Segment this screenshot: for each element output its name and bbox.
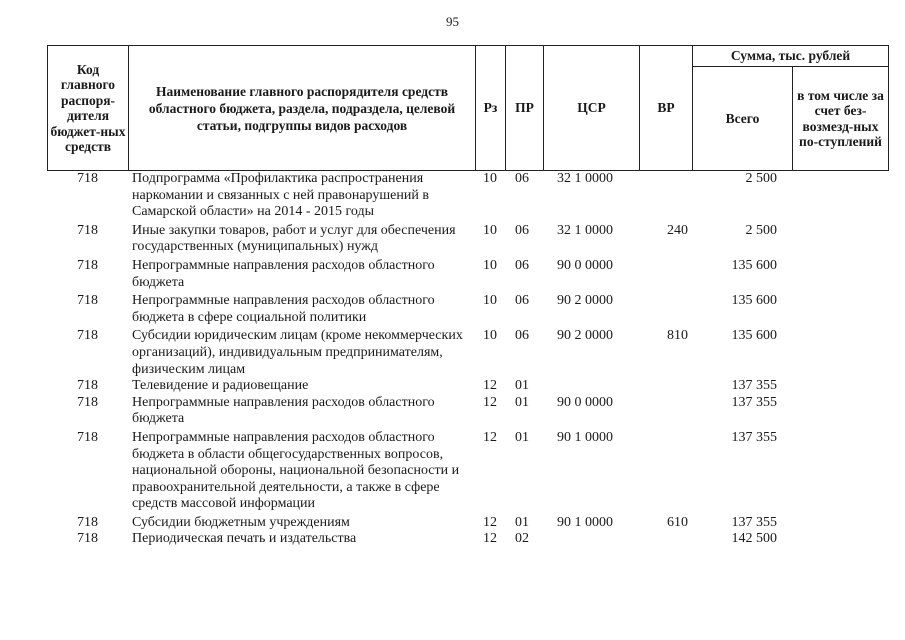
cell-csr: 90 1 0000 [557, 514, 613, 530]
cell-pr: 02 [515, 531, 529, 547]
cell-pr: 06 [515, 222, 529, 238]
cell-code: 718 [77, 293, 98, 309]
table-row [47, 171, 888, 223]
cell-name: Субсидии юридическим лицам (кроме некоммерческих организаций), индивидуальным предпринимателям, физическим лицам [132, 328, 463, 377]
cell-name: Непрограммные направления расходов областного бюджета в области общегосударственных вопросов, национальной обороны, национальной безопасности и правоохранительной деятельности, а также в сфере средств массовой информации [132, 429, 460, 512]
cell-csr: 90 2 0000 [557, 293, 613, 309]
cell-vr: 240 [667, 222, 688, 238]
cell-rz: 12 [483, 531, 497, 547]
cell-name: Субсидии бюджетным учреждениям [132, 514, 350, 530]
cell-vr: 810 [667, 328, 688, 344]
cell-code: 718 [77, 514, 98, 530]
cell-incl [792, 531, 888, 548]
cell-total: 135 600 [731, 328, 777, 344]
cell-incl [792, 328, 888, 378]
table-row [47, 258, 888, 293]
cell-name: Подпрограмма «Профилактика распространения наркомании и связанных с ней правонарушений в Самарской области» на 2014 - 2015 годы [132, 171, 429, 220]
cell-incl [792, 293, 888, 328]
cell-csr: 90 2 0000 [557, 328, 613, 344]
cell-code: 718 [77, 257, 98, 273]
cell-code: 718 [77, 328, 98, 344]
cell-pr: 06 [515, 171, 529, 186]
cell-code: 718 [77, 429, 98, 445]
table-row [47, 328, 888, 378]
table-row [47, 223, 888, 258]
cell-name: Телевидение и радиовещание [132, 378, 309, 394]
cell-total: 135 600 [731, 293, 777, 309]
cell-incl [792, 430, 888, 515]
cell-incl [792, 378, 888, 395]
cell-name: Непрограммные направления расходов областного бюджета [132, 257, 435, 290]
cell-vr [639, 430, 692, 515]
budget-table [47, 171, 888, 548]
cell-total: 142 500 [731, 531, 777, 547]
cell-rz: 12 [483, 429, 497, 445]
cell-vr: 610 [667, 514, 688, 530]
cell-vr [639, 171, 692, 223]
cell-rz: 10 [483, 171, 497, 186]
header-incl: в том числе за счет без-возмезд-ных по-ступлений [793, 67, 889, 171]
header-name: Наименование главного распорядителя средств областного бюджета, раздела, подраздела, целевой статьи, подгруппы видов расходов [129, 46, 476, 171]
cell-total: 137 355 [731, 514, 777, 530]
cell-incl [792, 223, 888, 258]
cell-rz: 10 [483, 328, 497, 344]
table-row [47, 515, 888, 532]
cell-vr [639, 378, 692, 395]
cell-incl [792, 395, 888, 430]
header-sum: Сумма, тыс. рублей [693, 46, 889, 67]
cell-vr [639, 395, 692, 430]
cell-code: 718 [77, 222, 98, 238]
cell-total: 137 355 [731, 429, 777, 445]
cell-rz: 12 [483, 378, 497, 394]
cell-incl [792, 171, 888, 223]
cell-pr: 01 [515, 378, 529, 394]
cell-pr: 01 [515, 514, 529, 530]
table-header [47, 45, 889, 171]
table-row [47, 378, 888, 395]
cell-name: Непрограммные направления расходов областного бюджета [132, 394, 435, 427]
cell-total: 137 355 [731, 394, 777, 410]
header-csr: ЦСР [544, 46, 640, 171]
header-code: Код главного распоря-дителя бюджет-ных средств [48, 46, 129, 171]
cell-code: 718 [77, 378, 98, 394]
cell-csr: 32 1 0000 [557, 171, 613, 186]
cell-csr: 90 0 0000 [557, 394, 613, 410]
cell-total: 137 355 [731, 378, 777, 394]
cell-rz: 10 [483, 293, 497, 309]
cell-code: 718 [77, 394, 98, 410]
table-row [47, 531, 888, 548]
cell-incl [792, 258, 888, 293]
header-pr: ПР [506, 46, 544, 171]
cell-total: 135 600 [731, 257, 777, 273]
cell-csr [543, 531, 639, 548]
cell-pr: 01 [515, 394, 529, 410]
cell-rz: 12 [483, 514, 497, 530]
cell-vr [639, 258, 692, 293]
cell-total: 2 500 [745, 222, 777, 238]
cell-name: Периодическая печать и издательства [132, 531, 357, 547]
cell-rz: 10 [483, 222, 497, 238]
page-number: 95 [446, 14, 459, 29]
cell-code: 718 [77, 171, 98, 186]
cell-name: Непрограммные направления расходов областного бюджета в сфере социальной политики [132, 293, 435, 325]
cell-pr: 01 [515, 429, 529, 445]
table-row [47, 395, 888, 430]
cell-pr: 06 [515, 257, 529, 273]
table-row [47, 430, 888, 515]
cell-pr: 06 [515, 293, 529, 309]
cell-csr: 90 1 0000 [557, 429, 613, 445]
cell-incl [792, 515, 888, 532]
header-rz: Рз [476, 46, 506, 171]
cell-vr [639, 293, 692, 328]
cell-vr [639, 531, 692, 548]
cell-csr [543, 378, 639, 395]
cell-csr: 90 0 0000 [557, 257, 613, 273]
cell-total: 2 500 [745, 171, 777, 186]
header-total: Всего [693, 67, 793, 171]
cell-pr: 06 [515, 328, 529, 344]
cell-csr: 32 1 0000 [557, 222, 613, 238]
table-row [47, 293, 888, 328]
cell-rz: 12 [483, 394, 497, 410]
cell-name: Иные закупки товаров, работ и услуг для обеспечения государственных (муниципальных) нужд [132, 222, 456, 255]
cell-rz: 10 [483, 257, 497, 273]
header-vr: ВР [640, 46, 693, 171]
cell-code: 718 [77, 531, 98, 547]
